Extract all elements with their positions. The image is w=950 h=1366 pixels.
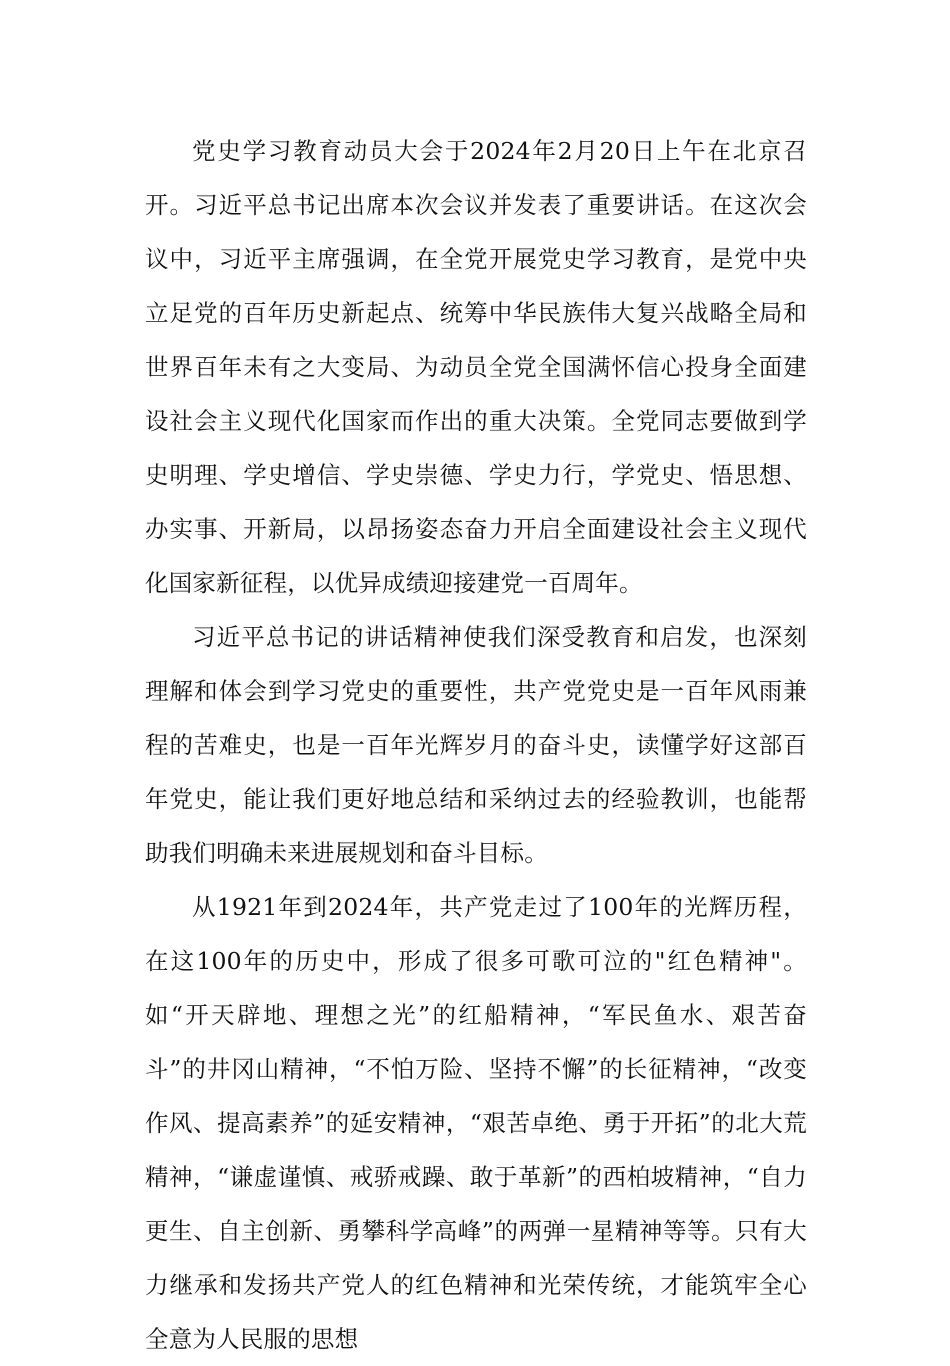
document-body xyxy=(145,124,807,1366)
paragraph-2: 习近平总书记的讲话精神使我们深受教育和启发，也深刻理解和体会到学习党史的重要性，共产党党史是一百年风雨兼程的苦难史，也是一百年光辉岁月的奋斗史，读懂学好这部百年党史，能让我们更好地总结和采纳过去的经验教训，也能帮助我们明确未来进展规划和奋斗目标。 xyxy=(145,623,807,867)
paragraph-1: 党史学习教育动员大会于2024年2月20日上午在北京召开。习近平总书记出席本次会议并发表了重要讲话。在这次会议中，习近平主席强调，在全党开展党史学习教育，是党中央立足党的百年历史新起点、统筹中华民族伟大复兴战略全局和世界百年未有之大变局、为动员全党全国满怀信心投身全面建设社会主义现代化国家而作出的重大决策。全党同志要做到学史明理、学史增信、学史崇德、学史力行，学党史、悟思想、办实事、开新局，以昂扬姿态奋力开启全面建设社会主义现代化国家新征程，以优异成绩迎接建党一百周年。 xyxy=(145,137,807,597)
paragraph-3: 从1921年到2024年，共产党走过了100年的光辉历程，在这100年的历史中，形成了很多可歌可泣的"红色精神"。如“开天辟地、理想之光”的红船精神，“军民鱼水、艰苦奋斗”的井冈山精神，“不怕万险、坚持不懈”的长征精神，“改变作风、提高素养”的延安精神，“艰苦卓绝、勇于开拓”的北大荒精神，“谦虚谨慎、戒骄戒躁、敢于革新”的西柏坡精神，“自力更生、自主创新、勇攀科学高峰”的两弹一星精神等等。只有大力继承和发扬共产党人的红色精神和光荣传统，才能筑牢全心全意为人民服的思想 xyxy=(145,893,807,1353)
